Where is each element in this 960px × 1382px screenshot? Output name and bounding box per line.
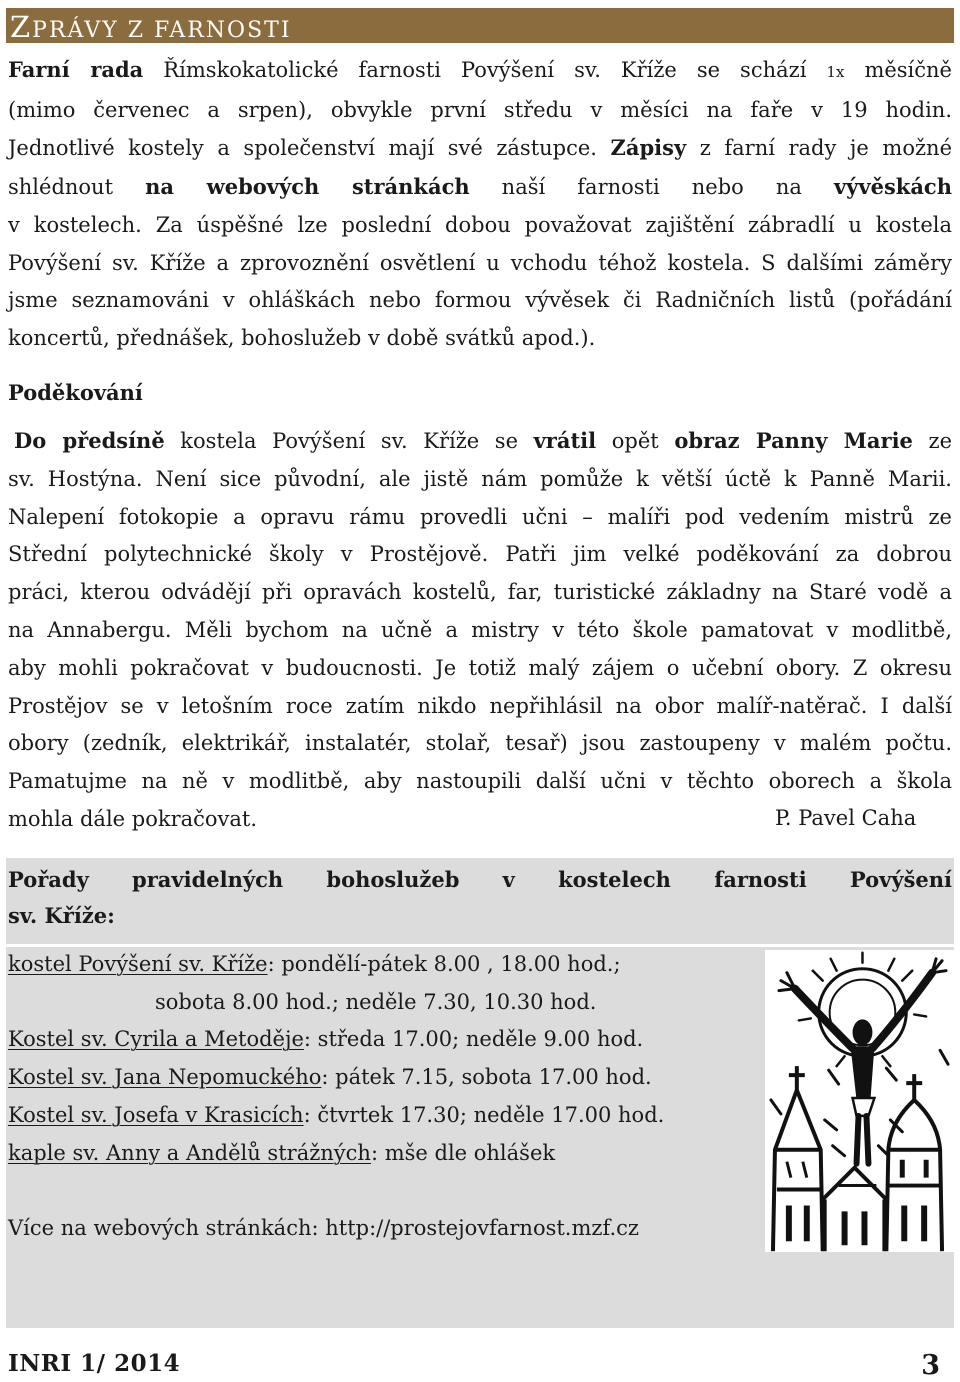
body-text: Povýšení sv. Kříže a zprovoznění osvětlení u vchodu téhož kostela. S dalšími záměry [8,250,952,275]
paragraph-line [8,499,952,537]
paragraph-line [8,207,952,245]
paragraph-line [8,245,952,283]
thanks-paragraph [8,422,952,839]
body-text: Pamatujme na ně v modlitbě, aby nastoupili další učni v těchto oborech a škola [8,769,952,794]
service-times: : středa 17.00; neděle 9.00 hod. [303,1027,644,1052]
body-text: Střední polytechnické školy v Prostějově. Patři jim velké poděkování za dobrou [8,542,952,567]
church-name: Kostel sv. Jana Nepomuckého [8,1065,322,1090]
paragraph-line [8,461,952,499]
body-text: obory (zedník, elektrikář, instalatér, stolař, tesař) jsou zastoupeny v malém počtu. [8,731,952,756]
body-text: ze [912,429,953,453]
service-line [8,1021,758,1059]
paragraph-line [8,422,952,461]
body-text: Nalepení fotokopie a opravu rámu provedli učni – malíři pod vedením mistrů ze [8,504,952,529]
service-times: : čtvrtek 17.30; neděle 17.00 hod. [303,1102,665,1127]
service-line [8,984,758,1022]
church-name: kostel Povýšení sv. Kříže [8,952,268,976]
heading-line [8,862,952,898]
service-times: : pátek 7.15, sobota 17.00 hod. [321,1065,652,1090]
emphasis-text: Farní rada [8,57,144,82]
emphasis-text: Zápisy [610,135,687,161]
paragraph-line [8,536,952,574]
frequency-text: 1x [826,63,845,81]
body-text: sv. Kříže: [8,903,115,928]
service-line [8,1097,758,1135]
issue-label: INRI 1/ 2014 [8,1350,181,1377]
church-name: Kostel sv. Cyrila a Metoděje [8,1027,304,1052]
paragraph-line [8,763,952,801]
body-text: Jednotlivé kostely a společenství mají své zástupce. [8,136,611,161]
service-times: : mše dle ohlášek [370,1140,556,1165]
body-text: mohla dále pokračovat. [8,806,258,831]
paragraph-line [8,725,952,763]
emphasis-text: Do předsíně [14,428,165,453]
paragraph-line [8,282,952,320]
emphasis-text: vývěskách [833,174,952,200]
services-list [8,946,758,1172]
service-times: : pondělí-pátek 8.00 , 18.00 hod.; [267,952,621,976]
services-box [6,858,954,1328]
crucifix-illustration [765,950,954,1252]
body-text: aby mohli pokračovat v budoucnosti. Je totiž malý zájem o učební obory. Z okresu [8,655,952,680]
body-text: na Annabergu. Měli bychom na učně a mistry v této škole pamatovat v modlitbě, [8,617,952,642]
paragraph-line [8,51,952,92]
paragraph-line [8,92,952,130]
paragraph-line [8,574,952,612]
body-text: shlédnout [8,175,146,200]
paragraph-line [8,688,952,726]
parish-council-paragraph [8,51,952,358]
service-line [8,1135,758,1173]
service-line [8,946,758,984]
paragraph-line [8,129,952,168]
thanks-heading: Poděkování [8,380,143,405]
church-name: Kostel sv. Josefa v Krasicích [8,1102,304,1127]
section-header-bar [6,8,954,43]
service-line [8,1059,758,1097]
body-text: kostela Povýšení sv. Kříže se [164,429,534,453]
emphasis-text: na webových stránkách [145,174,470,200]
emphasis-text: obraz Panny Marie [674,428,913,453]
paragraph-line [8,320,952,358]
section-title: ZPRÁVY Z FARNOSTI [10,10,292,44]
body-text: opět [596,429,675,453]
body-text: (mimo červenec a srpen), obvykle první středu v měsíci na faře v 19 hodin. [8,97,952,122]
body-text: Pořady pravidelných bohoslužeb v kostelech farnosti Povýšení [8,867,952,892]
website-text: Více na webových stránkách: http://prostejovfarnost.mzf.cz [8,1216,639,1240]
service-times: sobota 8.00 hod.; neděle 7.30, 10.30 hod. [155,989,597,1014]
signature: P. Pavel Caha [775,806,917,830]
body-text: Římskokatolické farnosti Povýšení sv. Kříže se schází [143,58,827,82]
body-text: koncertů, přednášek, bohoslužeb v době svátků apod.). [8,325,596,350]
body-text: sv. Hostýna. Není sice původní, ale jistě nám pomůže k větší úctě k Panně Marii. [8,466,952,491]
emphasis-text: vrátil [533,428,597,453]
paragraph-line [8,650,952,688]
body-text: Prostějov se v letošním roce zatím nikdo nepřihlásil na obor malíř-natěrač. I další [8,693,952,718]
body-text: v kostelech. Za úspěšné lze poslední dobou považovat zajištění zábradlí u kostela [8,212,952,237]
page-number: 3 [921,1350,940,1381]
church-name: kaple sv. Anny a Andělů strážných [8,1140,371,1165]
body-text: jsme seznamováni v ohláškách nebo formou vývěsek či Radničních listů (pořádání [8,288,952,313]
paragraph-line [8,612,952,650]
body-text: naší farnosti nebo na [469,175,834,200]
services-heading [8,862,952,934]
body-text: práci, kterou odvádějí při opravách kostelů, far, turistické základny na Staré vodě a [8,580,952,605]
paragraph-line [8,168,952,207]
heading-line [8,898,952,934]
body-text: z farní rady je možné [686,136,952,161]
body-text: měsíčně [844,58,952,82]
